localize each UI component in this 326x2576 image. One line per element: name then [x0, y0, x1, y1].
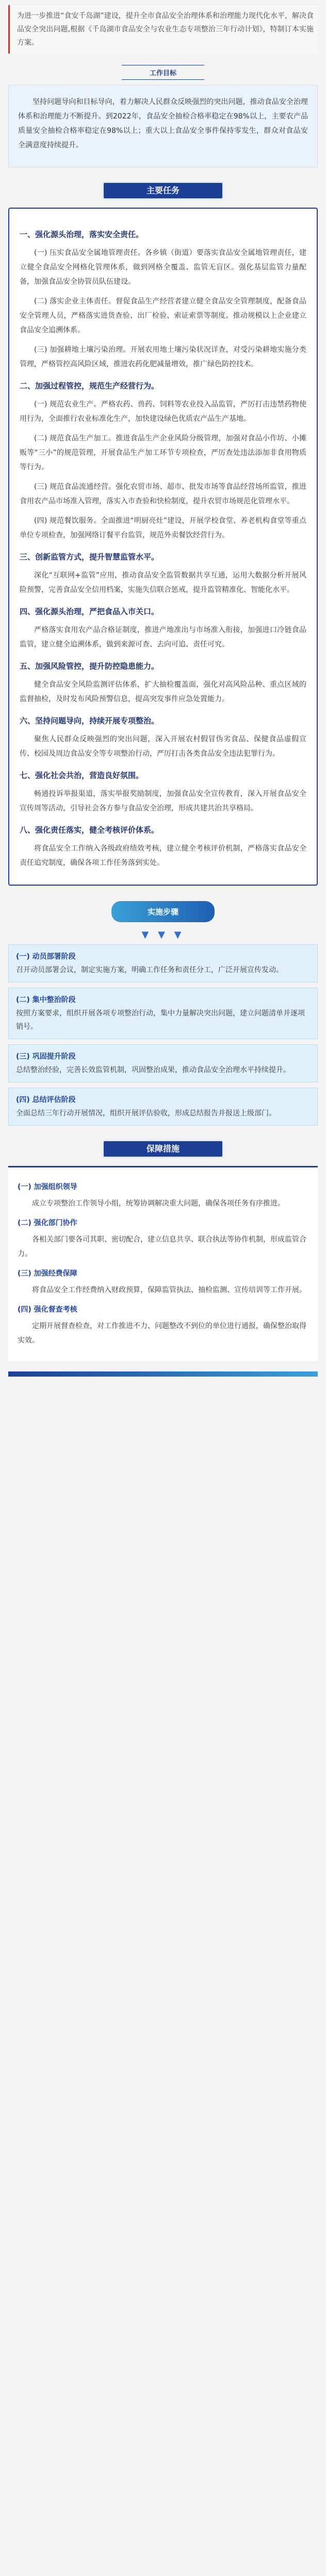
step-body: 总结整治经验，完善长效监管机制，巩固整治成果，推动食品安全治理水平持续提升。	[16, 1066, 290, 1074]
page	[0, 5, 326, 1392]
task-heading: 五、加强风险管控，提升防控隐患能力。	[20, 662, 159, 671]
task-paragraph: 健全食品安全风险监测评估体系，扩大抽检覆盖面，强化对高风险品种、重点区域的监督抽检，及时发布风险预警信息，提高突发事件应急处置能力。	[20, 681, 306, 703]
task-paragraph: (三) 加强耕地土壤污染治理。开展农用地土壤污染状况详查，对受污染耕地实施分类管理，严格管控高风险区域，推进农药化肥减量增效，推广绿色防控技术。	[20, 346, 306, 368]
guarantee-title: (四) 强化督查考核	[18, 1306, 77, 1314]
task-paragraph: 畅通投诉举报渠道，落实举报奖励制度，加强食品安全宣传教育，深入开展食品安全宣传周等活动，引导社会各方参与食品安全治理，形成共建共治共享格局。	[20, 790, 306, 812]
task-paragraph: (二) 规范食品生产加工。推进食品生产企业风险分级管理，加强对食品小作坊、小摊贩等“三小”的规范管理，开展食品生产加工环节专项检查，严厉查处违法添加非食用物质等行为。	[20, 434, 306, 471]
step-item	[8, 944, 318, 982]
guarantee-title: (三) 加强经费保障	[18, 1269, 77, 1278]
step-title: (四) 总结评估阶段	[16, 1096, 76, 1104]
task-paragraph: 严格落实食用农产品合格证制度，推进产地准出与市场准入衔接，加强进口冷链食品监管，建立健全追溯体系，做到来源可查、去向可追、责任可究。	[20, 626, 306, 649]
step-body: 全面总结三年行动开展情况，组织开展评估验收，形成总结报告并报送上级部门。	[16, 1109, 276, 1117]
task-heading: 一、强化源头治理，落实安全责任。	[20, 230, 144, 239]
goal-box	[8, 85, 318, 167]
task-heading: 六、坚持问题导向，持续开展专项整治。	[20, 716, 159, 725]
guarantee-body: 成立专项整治工作领导小组，统筹协调解决重大问题，确保各项任务有序推进。	[32, 1199, 285, 1208]
task-heading: 八、强化责任落实，健全考核评价体系。	[20, 825, 159, 835]
task-paragraph: (一) 规范农业生产。严格农药、兽药、饲料等农业投入品监管，严厉打击违禁药物使用行为，全面推行农业标准化生产，加快建设绿色优质农产品生产基地。	[20, 400, 306, 423]
step-item	[8, 1088, 318, 1126]
task-heading: 七、强化社会共治，营造良好氛围。	[20, 771, 144, 780]
goal-text: 坚持问题导向和目标导向，着力解决人民群众反映强烈的突出问题，推动食品安全治理体系和治理能力不断提升。到2022年，食品安全抽检合格率稳定在98%以上，主要农产品质量安全抽检合格率稳定在98%以上；重大以上食品安全事件保持零发生，群众对食品安全满意度持续提升。	[18, 98, 308, 149]
section-banner-steps: 实施步骤	[111, 901, 215, 922]
step-item	[8, 1044, 318, 1082]
guarantee-body: 定期开展督查检查，对工作推进不力、问题整改不到位的单位进行通报，确保整治取得实效。	[18, 1322, 306, 1345]
task-paragraph: (四) 规范餐饮服务。全面推进“明厨亮灶”建设，开展学校食堂、养老机构食堂等重点单位专项检查，加强网络订餐平台监管，规范外卖餐饮经营行为。	[20, 517, 306, 539]
task-paragraph: (二) 落实企业主体责任。督促食品生产经营者建立健全食品安全管理制度，配备食品安全管理人员，严格落实进货查验、出厂检验、索证索票等制度。推动规模以上企业建立食品安全追溯体系。	[20, 297, 306, 334]
task-heading: 三、创新监管方式，提升智慧监管水平。	[20, 552, 159, 562]
guarantees-box	[8, 1166, 318, 1361]
guarantee-title: (二) 强化部门协作	[18, 1219, 77, 1227]
footer-bar	[8, 1371, 318, 1377]
task-paragraph: 聚焦人民群众反映强烈的突出问题，深入开展农村假冒伪劣食品、保健食品虚假宣传、校园及周边食品安全等专项整治行动，严厉打击各类食品安全违法犯罪行为。	[20, 735, 306, 758]
step-body: 按照方案要求，组织开展各项专项整治行动，集中力量解决突出问题，建立问题清单并逐项销号。	[16, 1009, 305, 1031]
guarantee-body: 各相关部门要各司其职、密切配合，建立信息共享、联合执法等协作机制，形成监管合力。	[18, 1235, 306, 1258]
arrows-icon: ▼ ▼ ▼	[141, 929, 185, 940]
step-item	[8, 988, 318, 1039]
step-title: (三) 巩固提升阶段	[16, 1053, 76, 1061]
guarantee-body: 将食品安全工作经费纳入财政预算，保障监管执法、抽检监测、宣传培训等工作开展。	[32, 1286, 306, 1294]
section-title-tasks: 主要任务	[104, 183, 222, 198]
guarantee-title: (一) 加强组织领导	[18, 1183, 77, 1191]
task-heading: 二、加强过程管控，规范生产经营行为。	[20, 381, 159, 391]
task-paragraph: 将食品安全工作纳入各级政府绩效考核，建立健全考核评价机制，严格落实食品安全责任追究制度，确保各项工作任务落到实处。	[20, 844, 306, 867]
tasks-box	[8, 208, 318, 886]
step-body: 召开动员部署会议，制定实施方案，明确工作任务和责任分工，广泛开展宣传发动。	[16, 966, 283, 974]
task-heading: 四、强化源头治理，严把食品入市关口。	[20, 607, 159, 616]
section-tag-goal: 工作目标	[122, 65, 204, 80]
steps-list	[8, 944, 318, 1126]
task-paragraph: (三) 规范食品流通经营。强化农贸市场、超市、批发市场等食品经营场所监管，推进食用农产品市场准入管理，落实入市查验和快检制度，提升农贸市场规范化管理水平。	[20, 483, 306, 505]
task-paragraph: (一) 压实食品安全属地管理责任。各乡镇（街道）要落实食品安全属地管理责任，建立健全食品安全网格化管理体系，做到网格全覆盖、监管无盲区。强化基层监管力量配备，加强食品安全协管员队伍建设。	[20, 249, 306, 286]
task-paragraph: 深化“互联网+监管”应用，推动食品安全监管数据共享互通，运用大数据分析开展风险预警，完善食品安全信用档案，实施失信联合惩戒，提升监管精准化、智能化水平。	[20, 571, 306, 594]
intro-paragraph: 为进一步推进“食安千岛湖”建设，提升全市食品安全治理体系和治理能力现代化水平，解决食品安全突出问题,根据《千岛湖市食品安全与农业生态专项整治三年行动计划》，特制订本实施方案。	[8, 5, 318, 54]
section-title-guarantees: 保障措施	[104, 1141, 222, 1157]
step-title: (二) 集中整治阶段	[16, 996, 76, 1004]
step-title: (一) 动员部署阶段	[16, 953, 76, 961]
